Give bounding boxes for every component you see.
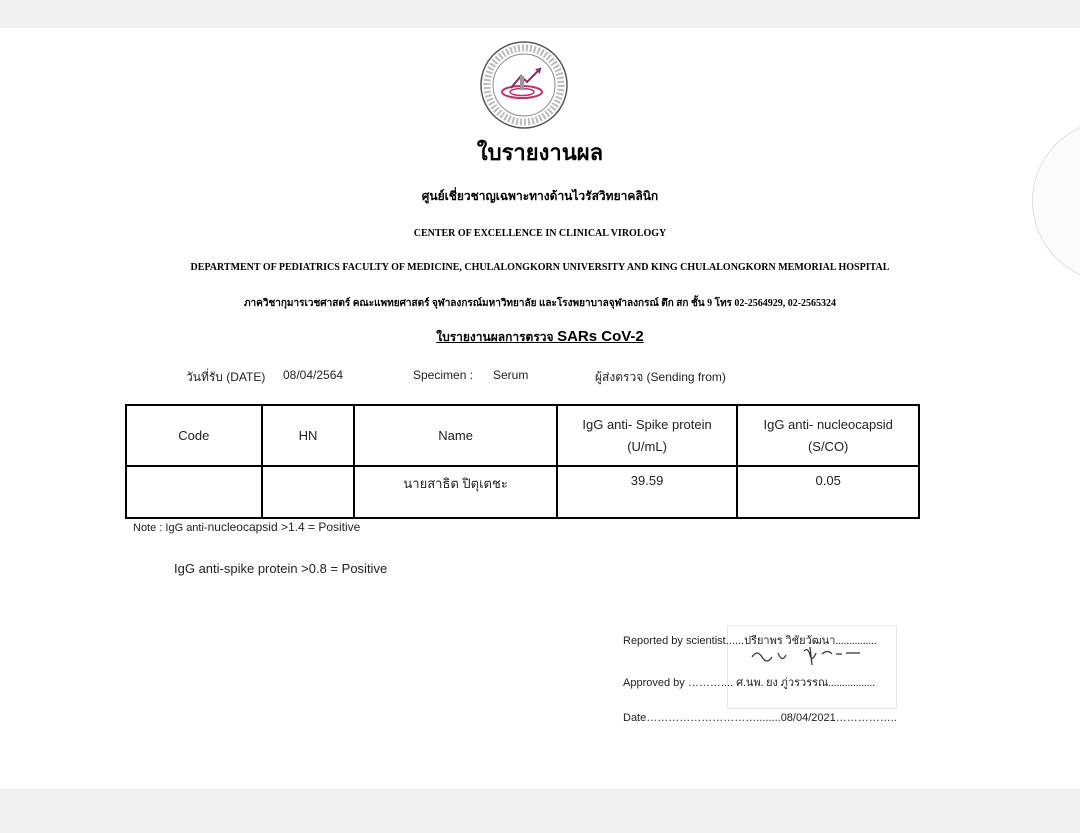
cell-hn [262, 466, 355, 518]
center-name-english: CENTER OF EXCELLENCE IN CLINICAL VIROLOGY [413, 228, 667, 239]
cell-code [126, 466, 262, 518]
department-english: DEPARTMENT OF PEDIATRICS FACULTY OF MEDICINE, CHULALONGKORN UNIVERSITY AND KING CHULALONGKORN MEMORIAL HOSPITAL [190, 262, 890, 273]
specimen-label: Specimen : [413, 368, 474, 382]
header-spike-title: IgG anti- Spike protein [582, 416, 712, 432]
results-table [125, 404, 920, 519]
handwritten-signature [748, 645, 868, 667]
report-heading-code: SARs CoV-2 [557, 328, 644, 345]
reported-by-label: Reported by scientist...... [623, 635, 745, 647]
reported-by-name: ปรียาพร วิชัยวัฒนา............... [744, 635, 877, 647]
approved-by-line [623, 673, 875, 691]
sending-from-label: ผู้ส่งตรวจ (Sending from) [595, 370, 726, 384]
header-name: Name [354, 405, 556, 466]
date-value: 08/04/2564 [283, 368, 344, 382]
center-logo-seal [477, 40, 571, 130]
header-spike [557, 405, 738, 466]
header-nucleocapsid-unit: (S/CO) [807, 438, 849, 454]
note-igg-prefix: IgG anti- [165, 522, 208, 534]
bottom-margin [0, 789, 1080, 833]
header-code: Code [126, 405, 262, 466]
header-hn: HN [262, 405, 355, 466]
date-line [623, 712, 897, 724]
report-title: ใบรายงานผล [476, 140, 604, 165]
table-row [126, 466, 919, 518]
approved-by-name: ศ.นพ. ยง ภู่วรวรรณ................. [736, 677, 875, 689]
approved-by-label: Approved by ……….... [623, 677, 737, 689]
note-nucleocapsid-rule: nucleocapsid >1.4 = Positive [207, 520, 361, 534]
report-date-value: 08/04/2021…………….. [780, 712, 897, 724]
cell-spike-value: 39.59 [557, 466, 738, 518]
report-date-label: Date…………………………........ [623, 712, 781, 724]
center-name-thai: ศูนย์เชี่ยวชาญเฉพาะทางด้านไวรัสวิทยาคลินิก [421, 189, 659, 203]
department-thai: ภาควิชากุมารเวชศาสตร์ คณะแพทยศาสตร์ จุฬาลงกรณ์มหาวิทยาลัย และโรงพยาบาลจุฬาลงกรณ์ ตึก สก ชั้น 9 โทร 02-2564929, 02-2565324 [243, 298, 837, 309]
note-spike: IgG anti-spike protein >0.8 = Positive [174, 561, 388, 576]
header-nucleocapsid [737, 405, 919, 466]
header-spike-unit: (U/mL) [627, 438, 667, 454]
table-header-row [126, 405, 919, 466]
note-prefix: Note : [133, 522, 166, 534]
cell-nucleocapsid-value: 0.05 [737, 466, 919, 518]
header-nucleocapsid-title: IgG anti- nucleocapsid [763, 416, 893, 432]
cell-name: นายสาธิต ปิตุเตชะ [354, 466, 556, 518]
specimen-value: Serum [493, 368, 529, 382]
report-heading-thai: ใบรายงานผลการตรวจ [436, 330, 554, 344]
date-label: วันที่รับ (DATE) [186, 370, 266, 384]
note-nucleocapsid [133, 520, 360, 534]
report-heading [0, 328, 1080, 347]
